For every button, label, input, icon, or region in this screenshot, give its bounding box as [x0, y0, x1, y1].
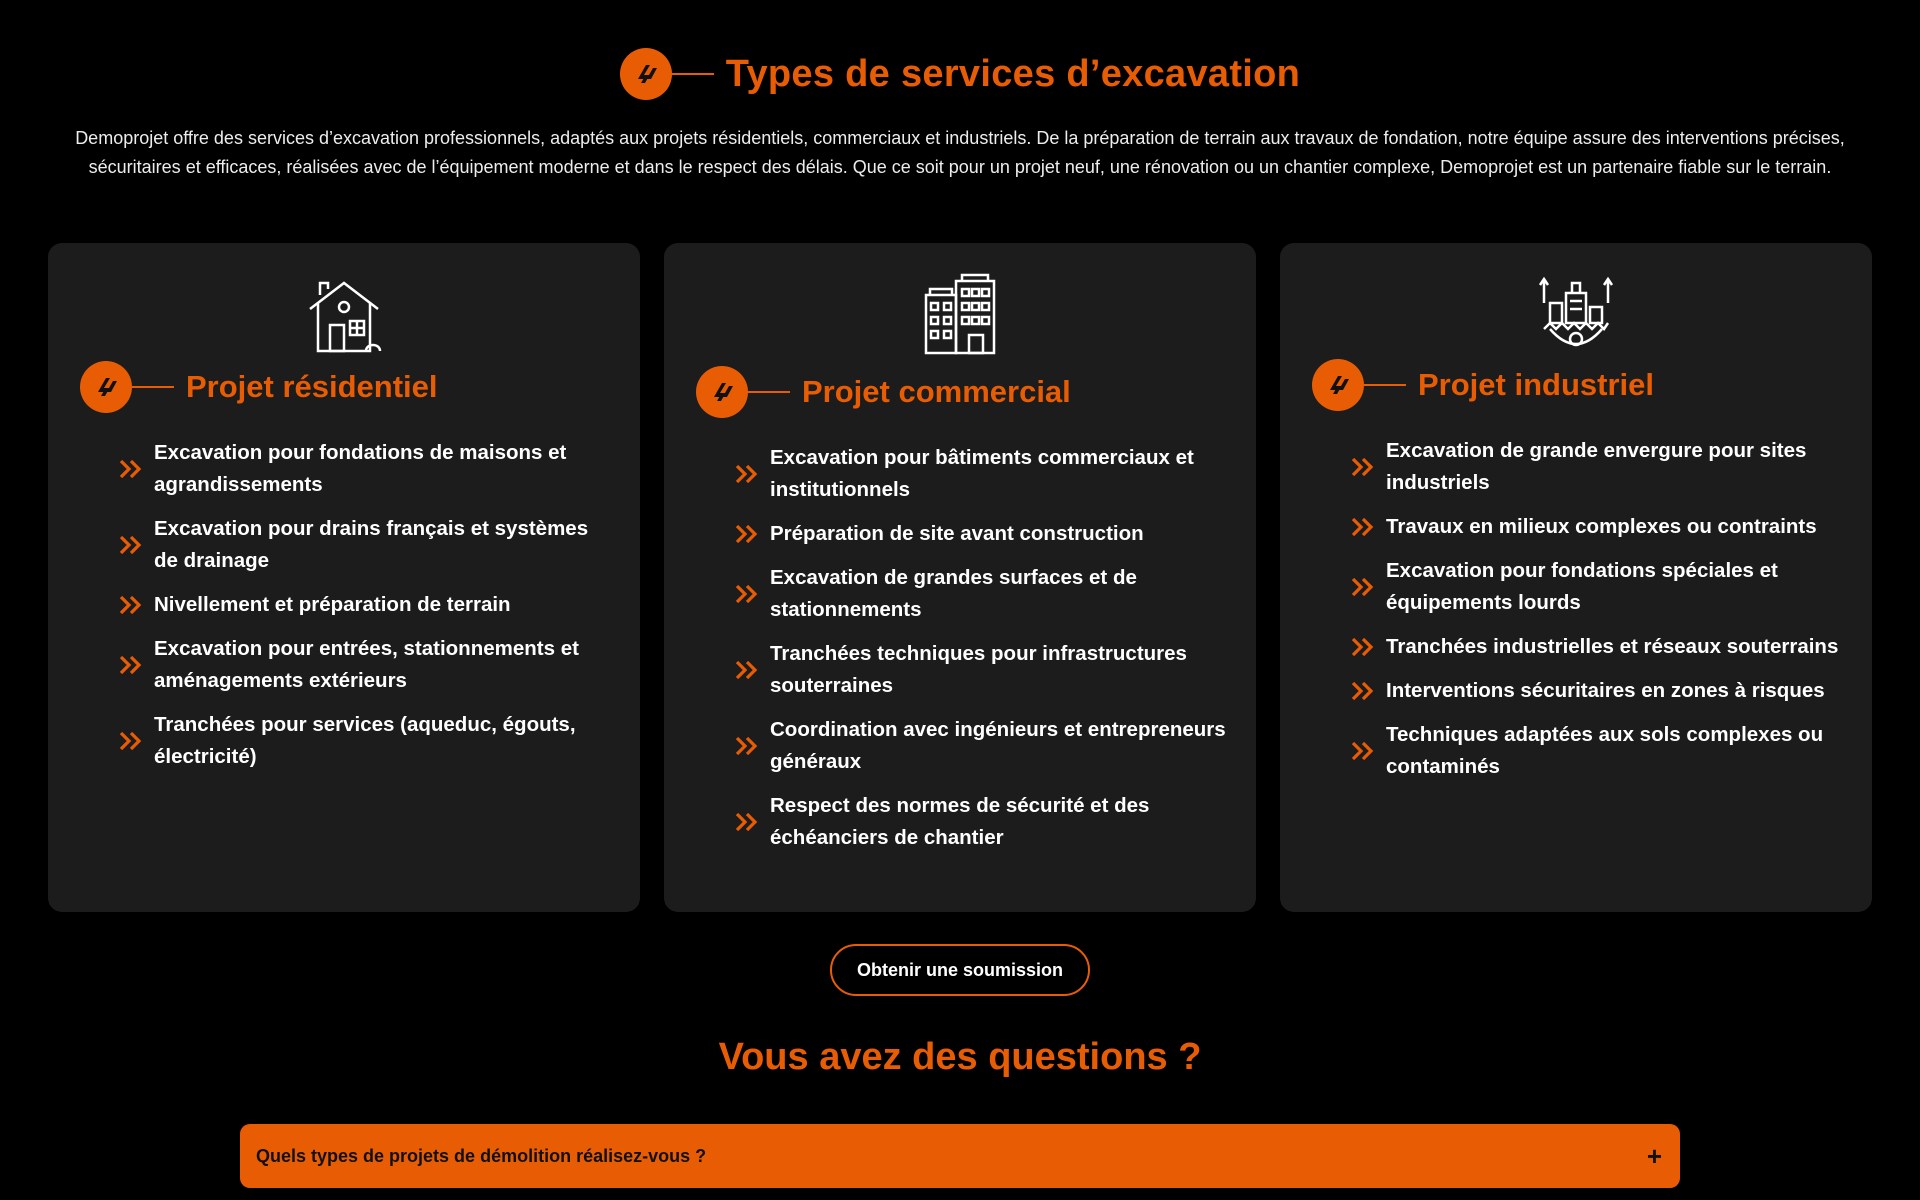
heading-divider-line [672, 73, 714, 75]
list-item [734, 714, 1228, 778]
list-item-text: Excavation pour entrées, stationnements et aménagements extérieurs [154, 637, 579, 692]
list-item-text: Respect des normes de sécurité et des échéanciers de chantier [770, 794, 1150, 849]
brand-logo-icon [1312, 359, 1364, 411]
service-list [118, 437, 612, 785]
list-item-text: Coordination avec ingénieurs et entrepreneurs généraux [770, 718, 1226, 773]
section-heading [0, 48, 1920, 100]
card-header [80, 361, 438, 413]
list-item-text: Nivellement et préparation de terrain [154, 593, 511, 616]
double-chevron-icon [1350, 455, 1376, 479]
double-chevron-icon [734, 522, 760, 546]
divider-line [132, 386, 174, 388]
card-title: Projet résidentiel [186, 369, 438, 404]
list-item [1350, 719, 1844, 783]
double-chevron-icon [118, 729, 144, 753]
brand-logo-icon [620, 48, 672, 100]
double-chevron-icon [1350, 515, 1376, 539]
divider-line [748, 391, 790, 393]
card-residential [48, 243, 640, 912]
double-chevron-icon [118, 653, 144, 677]
list-item-text: Excavation de grandes surfaces et de stationnements [770, 566, 1137, 621]
section-intro: Demoprojet offre des services d’excavation professionnels, adaptés aux projets résidentiels, commerciaux et industriels. De la préparation de terrain aux travaux de fondation, notre équipe assure des interventions précises, sécuritaires et efficaces, réalisées avec de l’équipement moderne et dans le respect des délais. Que ce soit pour un projet neuf, une rénovation ou un chantier complexe, Demoprojet est un partenaire fiable sur le terrain. [75, 128, 1845, 177]
double-chevron-icon [734, 734, 760, 758]
list-item-text: Excavation de grande envergure pour sites industriels [1386, 439, 1807, 494]
list-item-text: Techniques adaptées aux sols complexes ou contaminés [1386, 723, 1824, 778]
card-industrial [1280, 243, 1872, 912]
list-item [1350, 555, 1844, 619]
double-chevron-icon [734, 810, 760, 834]
list-item-text: Excavation pour fondations spéciales et équipements lourds [1386, 559, 1778, 614]
list-item [734, 638, 1228, 702]
card-header [1312, 359, 1654, 411]
house-icon [304, 273, 384, 357]
expand-plus-icon[interactable]: + [1646, 1141, 1662, 1171]
list-item [734, 562, 1228, 626]
double-chevron-icon [118, 593, 144, 617]
list-item-text: Tranchées pour services (aqueduc, égouts, électricité) [154, 713, 576, 768]
card-title: Projet industriel [1418, 367, 1654, 402]
double-chevron-icon [1350, 635, 1376, 659]
faq-question: Quels types de projets de démolition réalisez-vous ? [256, 1145, 707, 1166]
list-item [734, 518, 1228, 550]
double-chevron-icon [118, 457, 144, 481]
list-item [118, 513, 612, 577]
service-list [1350, 435, 1844, 795]
list-item [1350, 435, 1844, 499]
divider-line [1364, 384, 1406, 386]
service-cards [48, 243, 1872, 912]
service-list [734, 442, 1228, 866]
list-item-text: Excavation pour bâtiments commerciaux et institutionnels [770, 446, 1194, 501]
list-item-text: Interventions sécuritaires en zones à risques [1386, 679, 1825, 702]
double-chevron-icon [734, 462, 760, 486]
list-item [1350, 631, 1844, 663]
double-chevron-icon [734, 582, 760, 606]
list-item [118, 437, 612, 501]
brand-logo-icon [80, 361, 132, 413]
list-item [118, 633, 612, 697]
double-chevron-icon [734, 658, 760, 682]
list-item-text: Excavation pour drains français et systèmes de drainage [154, 517, 589, 572]
faq-title: Vous avez des questions ? [718, 1036, 1202, 1078]
factory-gear-icon [1536, 273, 1616, 357]
card-commercial [664, 243, 1256, 912]
list-item [734, 442, 1228, 506]
buildings-icon [920, 273, 1000, 357]
card-header [696, 366, 1071, 418]
faq-accordion-item[interactable] [240, 1124, 1680, 1188]
list-item [1350, 511, 1844, 543]
list-item-text: Tranchées techniques pour infrastructures souterraines [770, 642, 1187, 697]
brand-logo-icon [696, 366, 748, 418]
list-item-text: Tranchées industrielles et réseaux souterrains [1386, 635, 1839, 658]
double-chevron-icon [1350, 575, 1376, 599]
double-chevron-icon [1350, 739, 1376, 763]
double-chevron-icon [1350, 679, 1376, 703]
double-chevron-icon [118, 533, 144, 557]
list-item [118, 709, 612, 773]
page-title: Types de services d’excavation [725, 52, 1301, 95]
card-title: Projet commercial [802, 374, 1071, 409]
list-item [734, 790, 1228, 854]
list-item-text: Excavation pour fondations de maisons et agrandissements [154, 441, 567, 496]
list-item [1350, 675, 1844, 707]
list-item-text: Travaux en milieux complexes ou contraints [1386, 515, 1817, 538]
get-quote-button[interactable]: Obtenir une soumission [830, 944, 1090, 996]
list-item [118, 589, 612, 621]
list-item-text: Préparation de site avant construction [770, 522, 1144, 545]
